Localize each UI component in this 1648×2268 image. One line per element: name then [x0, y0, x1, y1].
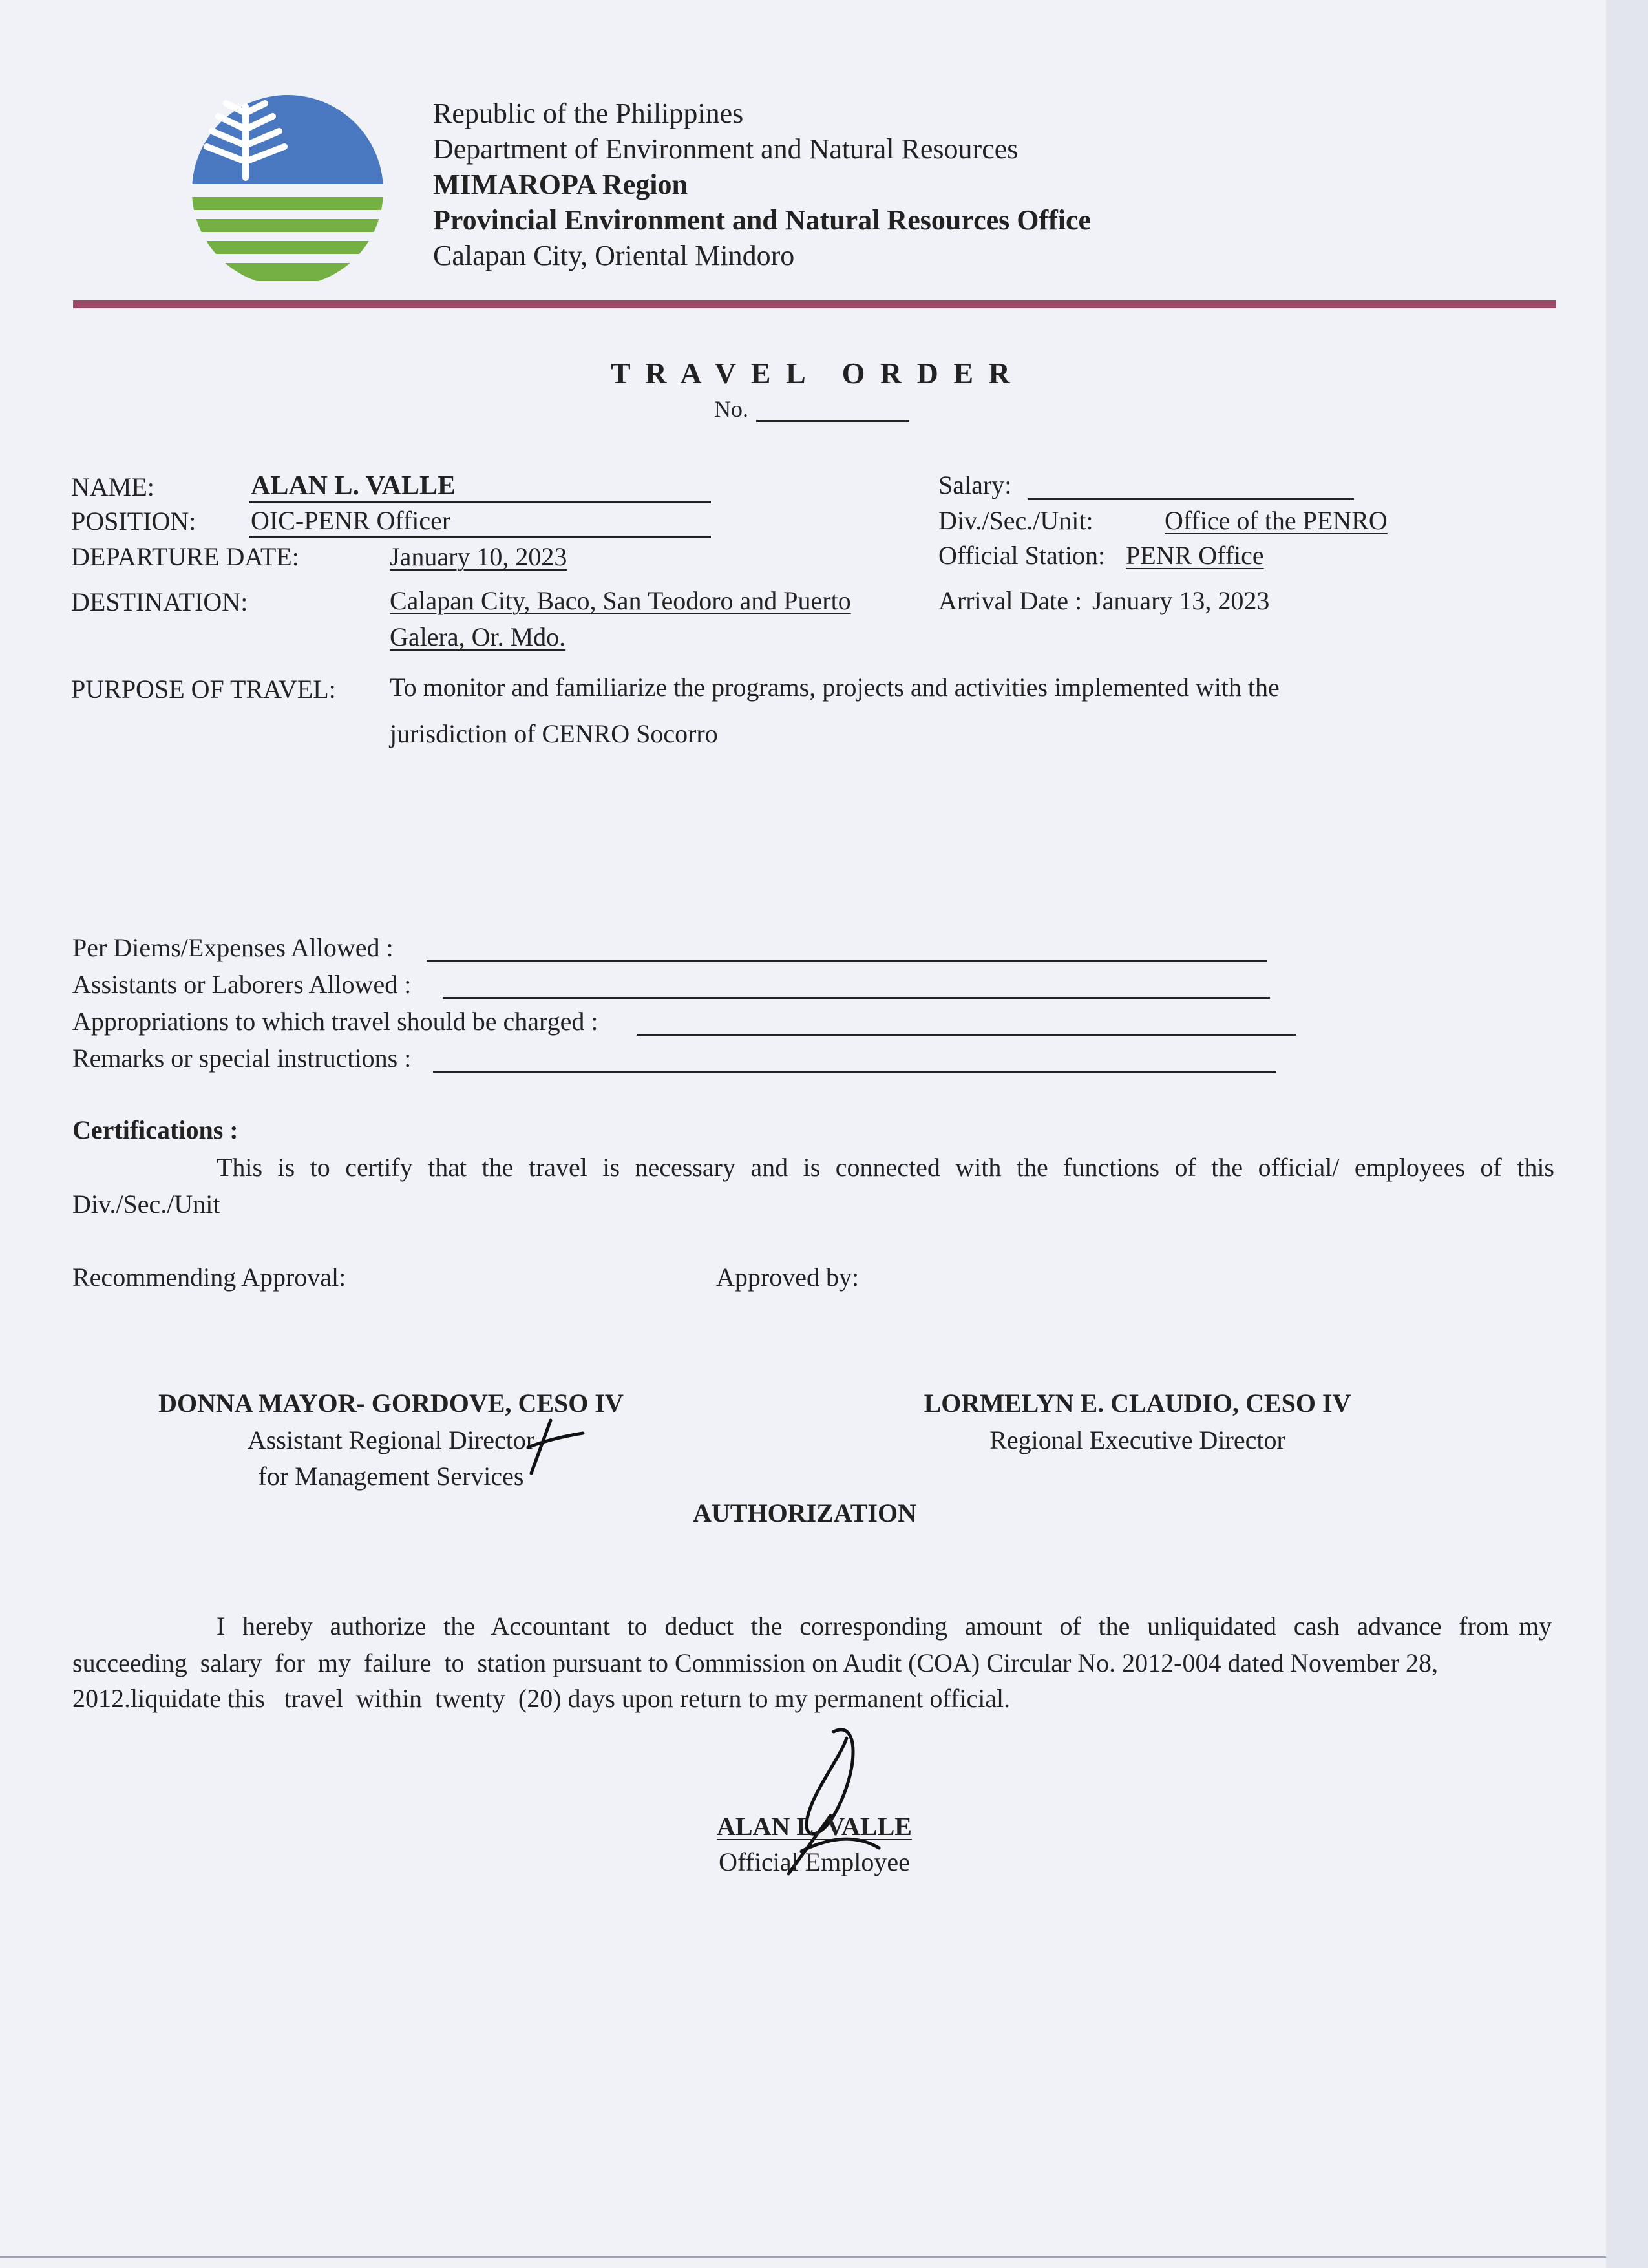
station-label: Official Station: — [938, 541, 1106, 570]
name-value: ALAN L. VALLE — [251, 471, 456, 501]
purpose-value-1: To monitor and familiarize the programs, projects and activities implemented with the — [390, 673, 1280, 702]
div-value: Office of the PENRO — [1165, 506, 1388, 535]
assistants-label: Assistants or Laborers Allowed : — [72, 970, 412, 999]
salary-field — [1028, 474, 1354, 500]
page-bottom-edge — [0, 2256, 1606, 2258]
per-diems-label: Per Diems/Expenses Allowed : — [72, 933, 394, 962]
name-underline — [249, 474, 711, 503]
arrival-value: January 13, 2023 — [1092, 586, 1270, 615]
signatory-title: Official Employee — [719, 1847, 910, 1876]
station-value: PENR Office — [1126, 541, 1264, 570]
recommender-title-1: Assistant Regional Director — [247, 1425, 535, 1454]
assistants-field — [443, 972, 1270, 999]
position-label: POSITION: — [71, 507, 196, 536]
denr-logo-icon — [187, 94, 388, 281]
arrival-label: Arrival Date : — [938, 586, 1083, 615]
salary-label: Salary: — [938, 470, 1012, 499]
destination-value-1: Calapan City, Baco, San Teodoro and Puerto — [390, 586, 851, 615]
purpose-value-2: jurisdiction of CENRO Socorro — [390, 719, 718, 748]
destination-value-2: Galera, Or. Mdo. — [390, 622, 566, 651]
recommending-label: Recommending Approval: — [72, 1263, 346, 1292]
approved-label: Approved by: — [716, 1263, 860, 1292]
header-divider — [73, 300, 1556, 308]
remarks-label: Remarks or special instructions : — [72, 1044, 412, 1073]
document-title: T R A V E L O R D E R — [611, 357, 1014, 390]
approver-title: Regional Executive Director — [989, 1425, 1285, 1454]
position-underline — [249, 508, 711, 538]
authorization-line-3: 2012.liquidate this travel within twenty (20) days upon return to my permanent official. — [72, 1684, 1011, 1713]
recommender-title-2: for Management Services — [258, 1462, 524, 1491]
header-city: Calapan City, Oriental Mindoro — [433, 240, 795, 271]
approver-name: LORMELYN E. CLAUDIO, CESO IV — [924, 1389, 1351, 1418]
position-value: OIC-PENR Officer — [251, 506, 451, 535]
appropriations-field — [637, 1009, 1296, 1036]
recommender-name: DONNA MAYOR- GORDOVE, CESO IV — [158, 1389, 624, 1418]
scan-margin — [1606, 0, 1648, 2268]
authorization-line-1-end: my — [1519, 1612, 1552, 1641]
departure-label: DEPARTURE DATE: — [71, 542, 299, 571]
certifications-heading: Certifications : — [72, 1115, 238, 1144]
authorization-line-1: I hereby authorize the Accountant to deduct the corresponding amount of the unliquidated cash advance from — [217, 1612, 1509, 1641]
authorization-line-2: succeeding salary for my failure to station pursuant to Commission on Audit (COA) Circular No. 2012-004 dated November 28, — [72, 1648, 1438, 1677]
div-label: Div./Sec./Unit: — [938, 506, 1093, 535]
header-region: MIMAROPA Region — [433, 169, 688, 200]
header-office: Provincial Environment and Natural Resources Office — [433, 204, 1092, 236]
departure-value: January 10, 2023 — [390, 542, 567, 571]
header-department: Department of Environment and Natural Resources — [433, 133, 1019, 165]
number-field — [756, 399, 909, 422]
destination-label: DESTINATION: — [71, 587, 248, 616]
purpose-label: PURPOSE OF TRAVEL: — [71, 675, 336, 704]
certifications-text-1: This is to certify that the travel is necessary and is connected with the functions of the official/ employees of this — [217, 1153, 1554, 1182]
remarks-field — [433, 1046, 1276, 1073]
name-label: NAME: — [71, 472, 154, 501]
number-label: No. — [714, 396, 748, 422]
signatory-name: ALAN L. VALLE — [717, 1812, 912, 1841]
certifications-text-2: Div./Sec./Unit — [72, 1190, 220, 1219]
per-diems-field — [427, 936, 1267, 962]
header-republic: Republic of the Philippines — [433, 98, 744, 129]
authorization-heading: AUTHORIZATION — [693, 1498, 916, 1528]
initial-mark-icon — [525, 1414, 586, 1478]
appropriations-label: Appropriations to which travel should be charged : — [72, 1007, 598, 1036]
